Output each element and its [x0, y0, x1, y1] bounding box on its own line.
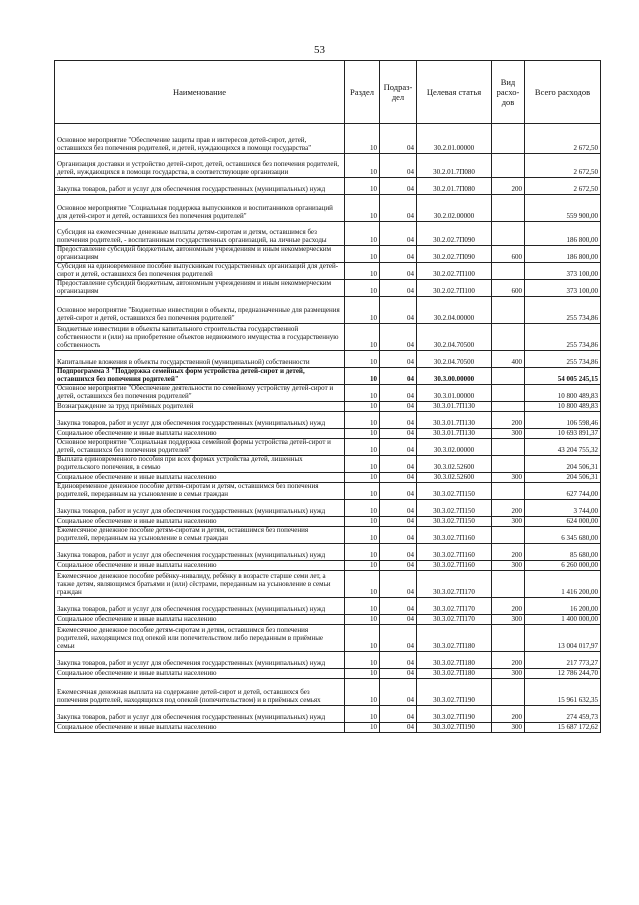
row-total: 106 598,46: [525, 412, 601, 429]
row-name: Основное мероприятие "Бюджетные инвестиции в объекты, предназначенные для размещения детей-сирот и детей, оставшихся без попечения родителей": [55, 297, 345, 324]
row-target: 30.3.00.00000: [417, 368, 492, 385]
row-target: 30.2.02.7П100: [417, 263, 492, 280]
row-subsection: 04: [380, 723, 417, 733]
row-name: Социальное обеспечение и иные выплаты населению: [55, 723, 345, 733]
row-section: 10: [345, 439, 380, 456]
row-expense-type: 600: [492, 280, 525, 297]
row-subsection: 04: [380, 124, 417, 154]
row-expense-type: [492, 439, 525, 456]
row-subsection: 04: [380, 429, 417, 439]
row-subsection: 04: [380, 178, 417, 195]
table-row: [55, 615, 601, 625]
row-subsection: 04: [380, 351, 417, 368]
row-total: 12 786 244,70: [525, 669, 601, 679]
row-section: 10: [345, 571, 380, 598]
row-total: 6 345 680,00: [525, 527, 601, 544]
row-name: Социальное обеспечение и иные выплаты населению: [55, 517, 345, 527]
row-subsection: 04: [380, 571, 417, 598]
row-total: 373 100,00: [525, 280, 601, 297]
table-row: [55, 625, 601, 652]
row-target: 30.3.02.7П190: [417, 679, 492, 706]
row-name: Вознаграждение за труд приёмных родителей: [55, 402, 345, 412]
row-target: 30.3.02.52600: [417, 473, 492, 483]
row-expense-type: 200: [492, 652, 525, 669]
row-expense-type: [492, 297, 525, 324]
row-subsection: 04: [380, 544, 417, 561]
row-expense-type: 300: [492, 723, 525, 733]
row-section: 10: [345, 402, 380, 412]
row-total: 10 800 489,83: [525, 402, 601, 412]
row-section: 10: [345, 429, 380, 439]
row-name: Организация доставки и устройство детей-сирот, детей, оставшихся без попечения родителей, детей, нуждающихся в помощи государства, в соответствующие организации: [55, 154, 345, 178]
row-total: 1 400 000,00: [525, 615, 601, 625]
row-total: 1 416 200,00: [525, 571, 601, 598]
row-name: Социальное обеспечение и иные выплаты населению: [55, 615, 345, 625]
row-total: 255 734,86: [525, 297, 601, 324]
row-target: 30.2.02.7П100: [417, 280, 492, 297]
table-row: [55, 195, 601, 222]
row-section: 10: [345, 456, 380, 473]
row-subsection: 04: [380, 222, 417, 246]
row-total: 43 204 755,32: [525, 439, 601, 456]
row-subsection: 04: [380, 625, 417, 652]
row-total: 2 672,50: [525, 178, 601, 195]
table-row: [55, 297, 601, 324]
row-section: 10: [345, 263, 380, 280]
row-section: 10: [345, 500, 380, 517]
row-subsection: 04: [380, 706, 417, 723]
row-subsection: 04: [380, 324, 417, 351]
row-target: 30.3.02.7П150: [417, 517, 492, 527]
row-section: 10: [345, 652, 380, 669]
row-expense-type: [492, 625, 525, 652]
row-section: 10: [345, 222, 380, 246]
row-expense-type: 200: [492, 178, 525, 195]
row-section: 10: [345, 412, 380, 429]
table-row: [55, 527, 601, 544]
table-row: [55, 280, 601, 297]
row-name: Ежемесячное денежное пособие ребёнку-инвалиду, ребёнку в возрасте старше семи лет, а также детям, являющимся братьями и (или) сёстрами, переданным на усыновление в семьи граждан: [55, 571, 345, 598]
table-row: [55, 178, 601, 195]
row-expense-type: 300: [492, 615, 525, 625]
row-expense-type: 200: [492, 412, 525, 429]
row-target: 30.3.01.7П130: [417, 412, 492, 429]
table-row: [55, 402, 601, 412]
table-row: [55, 368, 601, 385]
row-name: Основное мероприятие "Социальная поддержка семейной формы устройства детей-сирот и детей, оставшихся без попечения родителей": [55, 439, 345, 456]
row-expense-type: [492, 263, 525, 280]
row-target: 30.2.02.00000: [417, 195, 492, 222]
row-total: 15 961 632,35: [525, 679, 601, 706]
row-target: 30.3.02.7П180: [417, 652, 492, 669]
table-row: [55, 246, 601, 263]
row-total: 2 672,50: [525, 124, 601, 154]
row-subsection: 04: [380, 402, 417, 412]
row-expense-type: [492, 324, 525, 351]
row-expense-type: 300: [492, 561, 525, 571]
row-total: 186 800,00: [525, 246, 601, 263]
row-target: 30.2.04.70500: [417, 351, 492, 368]
row-target: 30.3.01.7П130: [417, 429, 492, 439]
row-subsection: 04: [380, 652, 417, 669]
row-section: 10: [345, 297, 380, 324]
table-row: [55, 412, 601, 429]
header-expense-type: Вид расхо-дов: [492, 61, 525, 124]
row-section: 10: [345, 195, 380, 222]
row-section: 10: [345, 669, 380, 679]
row-section: 10: [345, 679, 380, 706]
row-name: Предоставление субсидий бюджетным, автономным учреждениям и иным некоммерческим организациям: [55, 246, 345, 263]
header-subsection: Подраз-дел: [380, 61, 417, 124]
table-row: [55, 473, 601, 483]
row-total: 54 005 245,15: [525, 368, 601, 385]
header-target: Целевая статья: [417, 61, 492, 124]
row-total: 10 800 489,83: [525, 385, 601, 402]
row-section: 10: [345, 706, 380, 723]
row-section: 10: [345, 178, 380, 195]
table-row: [55, 598, 601, 615]
row-total: 255 734,86: [525, 351, 601, 368]
row-expense-type: [492, 571, 525, 598]
row-target: 30.3.02.7П150: [417, 500, 492, 517]
row-total: 15 687 172,62: [525, 723, 601, 733]
row-name: Закупка товаров, работ и услуг для обеспечения государственных (муниципальных) нужд: [55, 544, 345, 561]
row-subsection: 04: [380, 517, 417, 527]
row-name: Ежемесячное денежное пособие детям-сиротам и детям, оставшимся без попечения родителей, находящимся под опекой или попечительством либо переданным в приёмные семьи: [55, 625, 345, 652]
row-name: Ежемесячная денежная выплата на содержание детей-сирот и детей, оставшихся без попечения родителей, находящихся под опекой (попечительством) и в приёмных семьях: [55, 679, 345, 706]
table-row: [55, 500, 601, 517]
row-expense-type: [492, 483, 525, 500]
row-target: 30.3.02.52600: [417, 456, 492, 473]
row-subsection: 04: [380, 527, 417, 544]
row-name: Бюджетные инвестиции в объекты капитального строительства государственной собственности и (или) на приобретение объектов недвижимого имущества в государственную собственность: [55, 324, 345, 351]
row-total: 255 734,86: [525, 324, 601, 351]
row-section: 10: [345, 473, 380, 483]
table-row: [55, 571, 601, 598]
row-target: 30.3.01.00000: [417, 385, 492, 402]
row-expense-type: [492, 124, 525, 154]
row-name: Закупка товаров, работ и услуг для обеспечения государственных (муниципальных) нужд: [55, 652, 345, 669]
row-name: Закупка товаров, работ и услуг для обеспечения государственных (муниципальных) нужд: [55, 598, 345, 615]
row-target: 30.3.02.7П170: [417, 615, 492, 625]
table-row: [55, 669, 601, 679]
header-total: Всего расходов: [525, 61, 601, 124]
row-subsection: 04: [380, 246, 417, 263]
row-total: 10 693 891,37: [525, 429, 601, 439]
row-subsection: 04: [380, 439, 417, 456]
row-target: 30.2.01.7П080: [417, 178, 492, 195]
table-row: [55, 652, 601, 669]
row-expense-type: [492, 402, 525, 412]
table-row: [55, 679, 601, 706]
row-total: 204 506,31: [525, 473, 601, 483]
row-section: 10: [345, 154, 380, 178]
row-subsection: 04: [380, 615, 417, 625]
row-target: 30.3.02.7П190: [417, 706, 492, 723]
row-expense-type: [492, 154, 525, 178]
table-header-row: [55, 61, 601, 124]
row-target: 30.3.02.7П150: [417, 483, 492, 500]
row-total: 559 900,00: [525, 195, 601, 222]
row-name: Основное мероприятие "Социальная поддержка выпускников и воспитанников организаций для детей-сирот и детей, оставшихся без попечения родителей": [55, 195, 345, 222]
row-target: 30.3.02.7П160: [417, 561, 492, 571]
table-row: [55, 706, 601, 723]
row-section: 10: [345, 280, 380, 297]
row-subsection: 04: [380, 500, 417, 517]
page-number: 53: [314, 44, 325, 56]
row-name: Выплата единовременного пособия при всех формах устройства детей, лишенных родительского попечения, в семью: [55, 456, 345, 473]
row-target: 30.3.02.7П180: [417, 669, 492, 679]
row-expense-type: 400: [492, 351, 525, 368]
row-name: Закупка товаров, работ и услуг для обеспечения государственных (муниципальных) нужд: [55, 412, 345, 429]
row-expense-type: [492, 527, 525, 544]
row-name: Социальное обеспечение и иные выплаты населению: [55, 429, 345, 439]
table-row: [55, 544, 601, 561]
row-expense-type: 300: [492, 669, 525, 679]
row-expense-type: [492, 222, 525, 246]
row-total: 85 680,00: [525, 544, 601, 561]
row-name: Закупка товаров, работ и услуг для обеспечения государственных (муниципальных) нужд: [55, 500, 345, 517]
row-section: 10: [345, 625, 380, 652]
row-name: Социальное обеспечение и иные выплаты населению: [55, 473, 345, 483]
row-subsection: 04: [380, 297, 417, 324]
row-total: 204 506,31: [525, 456, 601, 473]
row-target: 30.2.04.00000: [417, 297, 492, 324]
row-target: 30.3.02.7П190: [417, 723, 492, 733]
table-row: [55, 351, 601, 368]
row-expense-type: [492, 456, 525, 473]
row-section: 10: [345, 598, 380, 615]
row-expense-type: 200: [492, 598, 525, 615]
row-section: 10: [345, 351, 380, 368]
row-subsection: 04: [380, 669, 417, 679]
row-subsection: 04: [380, 483, 417, 500]
row-expense-type: 300: [492, 517, 525, 527]
row-section: 10: [345, 615, 380, 625]
row-section: 10: [345, 517, 380, 527]
row-expense-type: 200: [492, 544, 525, 561]
row-section: 10: [345, 385, 380, 402]
table-row: [55, 124, 601, 154]
row-target: 30.2.02.7П090: [417, 222, 492, 246]
table-row: [55, 723, 601, 733]
row-total: 186 800,00: [525, 222, 601, 246]
row-expense-type: [492, 368, 525, 385]
row-target: 30.3.01.7П130: [417, 402, 492, 412]
row-target: 30.3.02.7П170: [417, 598, 492, 615]
row-name: Субсидия на единовременное пособие выпускникам государственных организаций для детей-сирот и детей, оставшихся без попечения родителей: [55, 263, 345, 280]
header-name: Наименование: [55, 61, 345, 124]
row-total: 627 744,00: [525, 483, 601, 500]
row-subsection: 04: [380, 385, 417, 402]
row-total: 6 260 000,00: [525, 561, 601, 571]
table-row: [55, 483, 601, 500]
row-section: 10: [345, 324, 380, 351]
row-total: 2 672,50: [525, 154, 601, 178]
row-expense-type: 200: [492, 706, 525, 723]
row-name: Основное мероприятие "Обеспечение деятельности по семейному устройству детей-сирот и детей, оставшихся без попечения родителей": [55, 385, 345, 402]
row-target: 30.3.02.7П180: [417, 625, 492, 652]
row-expense-type: 600: [492, 246, 525, 263]
table-body: [55, 124, 601, 733]
row-subsection: 04: [380, 473, 417, 483]
row-target: 30.3.02.7П170: [417, 571, 492, 598]
row-section: 10: [345, 527, 380, 544]
row-name: Закупка товаров, работ и услуг для обеспечения государственных (муниципальных) нужд: [55, 706, 345, 723]
row-name: Подпрограмма 3 "Поддержка семейных форм устройства детей-сирот и детей, оставшихся без попечения родителей": [55, 368, 345, 385]
row-expense-type: [492, 385, 525, 402]
row-target: 30.3.02.00000: [417, 439, 492, 456]
row-name: Социальное обеспечение и иные выплаты населению: [55, 561, 345, 571]
row-section: 10: [345, 124, 380, 154]
row-subsection: 04: [380, 561, 417, 571]
row-expense-type: [492, 195, 525, 222]
row-target: 30.2.01.7П080: [417, 154, 492, 178]
table-row: [55, 517, 601, 527]
table-row: [55, 385, 601, 402]
row-section: 10: [345, 483, 380, 500]
row-name: Единовременное денежное пособие детям-сиротам и детям, оставшимся без попечения родителей, переданным на усыновление в семьи граждан: [55, 483, 345, 500]
row-total: 624 000,00: [525, 517, 601, 527]
row-target: 30.3.02.7П160: [417, 527, 492, 544]
row-expense-type: 200: [492, 500, 525, 517]
row-name: Предоставление субсидий бюджетным, автономным учреждениям и иным некоммерческим организациям: [55, 280, 345, 297]
row-target: 30.3.02.7П160: [417, 544, 492, 561]
row-total: 274 459,73: [525, 706, 601, 723]
row-target: 30.2.04.70500: [417, 324, 492, 351]
row-subsection: 04: [380, 679, 417, 706]
row-subsection: 04: [380, 598, 417, 615]
table-row: [55, 439, 601, 456]
row-subsection: 04: [380, 412, 417, 429]
row-subsection: 04: [380, 280, 417, 297]
row-target: 30.2.02.7П090: [417, 246, 492, 263]
table-row: [55, 561, 601, 571]
row-subsection: 04: [380, 456, 417, 473]
row-name: Ежемесячное денежное пособие детям-сиротам и детям, оставшимся без попечения родителей, переданным на усыновление в семьи граждан: [55, 527, 345, 544]
row-subsection: 04: [380, 154, 417, 178]
row-subsection: 04: [380, 368, 417, 385]
table-row: [55, 222, 601, 246]
row-expense-type: 300: [492, 429, 525, 439]
row-section: 10: [345, 544, 380, 561]
row-total: 373 100,00: [525, 263, 601, 280]
table-row: [55, 429, 601, 439]
row-name: Социальное обеспечение и иные выплаты населению: [55, 669, 345, 679]
header-section: Раздел: [345, 61, 380, 124]
row-subsection: 04: [380, 263, 417, 280]
row-section: 10: [345, 246, 380, 263]
row-total: 3 744,00: [525, 500, 601, 517]
row-section: 10: [345, 723, 380, 733]
row-subsection: 04: [380, 195, 417, 222]
table-row: [55, 324, 601, 351]
row-target: 30.2.01.00000: [417, 124, 492, 154]
row-name: Капитальные вложения в объекты государственной (муниципальной) собственности: [55, 351, 345, 368]
row-name: Закупка товаров, работ и услуг для обеспечения государственных (муниципальных) нужд: [55, 178, 345, 195]
budget-table: [54, 60, 601, 733]
row-expense-type: 300: [492, 473, 525, 483]
row-total: 16 200,00: [525, 598, 601, 615]
row-name: Субсидия на ежемесячные денежные выплаты детям-сиротам и детям, оставшимся без попечения родителей, - воспитанникам государственных организаций, на личные расходы: [55, 222, 345, 246]
row-section: 10: [345, 561, 380, 571]
row-section: 10: [345, 368, 380, 385]
row-total: 217 773,27: [525, 652, 601, 669]
table-row: [55, 154, 601, 178]
table-row: [55, 456, 601, 473]
row-total: 13 004 017,97: [525, 625, 601, 652]
row-expense-type: [492, 679, 525, 706]
table-row: [55, 263, 601, 280]
row-name: Основное мероприятие "Обеспечение защиты прав и интересов детей-сирот, детей, оставшихся без попечения родителей, и детей, нуждающихся в помощи государства": [55, 124, 345, 154]
